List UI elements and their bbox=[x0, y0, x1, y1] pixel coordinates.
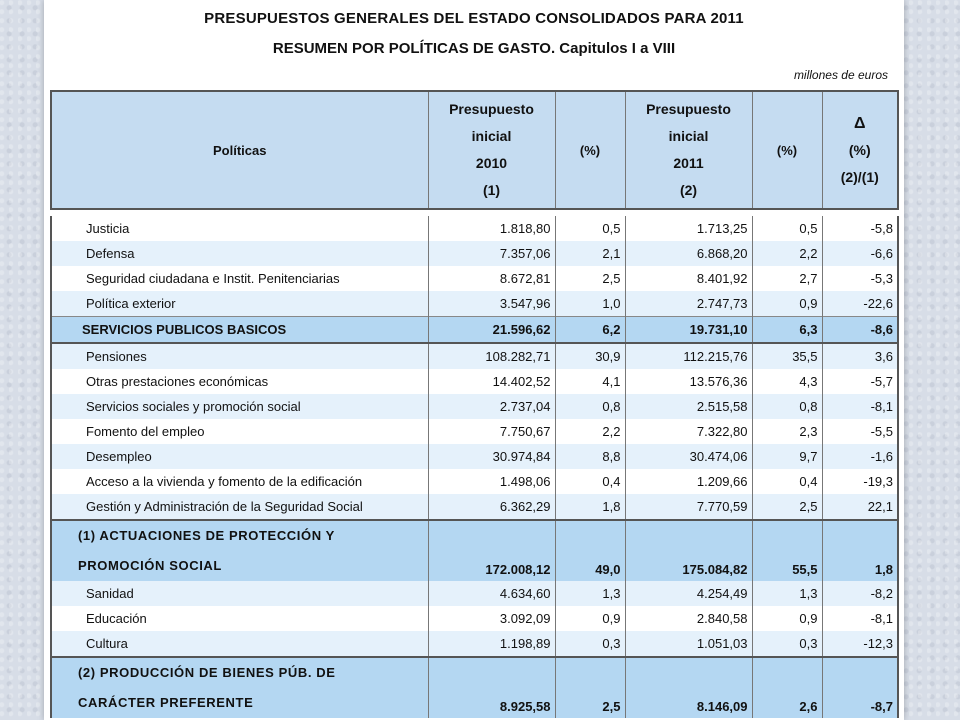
table-row bbox=[51, 419, 898, 444]
value-2010: 3.547,96 bbox=[428, 291, 555, 317]
unit-label: millones de euros bbox=[793, 68, 888, 82]
group-delta: 1,8 bbox=[822, 520, 898, 581]
group-pct-2010: 2,5 bbox=[555, 657, 625, 718]
delta-value: -5,7 bbox=[822, 369, 898, 394]
pct-2010: 30,9 bbox=[555, 343, 625, 369]
group-name-line1: (1) ACTUACIONES DE PROTECCIÓN Y bbox=[78, 528, 335, 543]
document-title: PRESUPUESTOS GENERALES DEL ESTADO CONSOLIDADOS PARA 2011 bbox=[204, 10, 744, 27]
value-2011: 1.209,66 bbox=[625, 469, 752, 494]
value-2011: 30.474,06 bbox=[625, 444, 752, 469]
row-name: Fomento del empleo bbox=[51, 419, 428, 444]
row-name: Política exterior bbox=[51, 291, 428, 317]
value-2010: 3.092,09 bbox=[428, 606, 555, 631]
pct-2010: 0,4 bbox=[555, 469, 625, 494]
pct-2011: 2,3 bbox=[752, 419, 822, 444]
pct-2011: 0,8 bbox=[752, 394, 822, 419]
pct-2011: 0,9 bbox=[752, 606, 822, 631]
header-2010-l2: inicial bbox=[471, 128, 512, 144]
table-row bbox=[51, 606, 898, 631]
value-2010: 30.974,84 bbox=[428, 444, 555, 469]
budget-table bbox=[50, 90, 899, 718]
table-row bbox=[51, 266, 898, 291]
table-row bbox=[51, 241, 898, 266]
table-header bbox=[51, 91, 898, 209]
header-2010-l4: (1) bbox=[482, 182, 501, 198]
table-row bbox=[51, 631, 898, 657]
value-2010: 2.737,04 bbox=[428, 394, 555, 419]
pct-2011: 2,7 bbox=[752, 266, 822, 291]
header-2011-l1: Presupuesto bbox=[646, 101, 731, 117]
header-pct-2010: (%) bbox=[555, 91, 625, 209]
header-delta bbox=[822, 91, 898, 209]
group-name bbox=[51, 520, 428, 581]
pct-2010: 2,1 bbox=[555, 241, 625, 266]
header-2011-l3: 2011 bbox=[673, 155, 704, 171]
pct-2011: 1,3 bbox=[752, 581, 822, 606]
pct-2010: 0,8 bbox=[555, 394, 625, 419]
total-delta: -8,6 bbox=[822, 317, 898, 344]
pct-2010: 8,8 bbox=[555, 444, 625, 469]
pct-2010: 0,3 bbox=[555, 631, 625, 657]
value-2011: 2.515,58 bbox=[625, 394, 752, 419]
group-2010: 172.008,12 bbox=[428, 520, 555, 581]
value-2010: 1.498,06 bbox=[428, 469, 555, 494]
row-name: Seguridad ciudadana e Instit. Penitenciarias bbox=[51, 266, 428, 291]
delta-value: -1,6 bbox=[822, 444, 898, 469]
value-2011: 1.051,03 bbox=[625, 631, 752, 657]
header-2010-l1: Presupuesto bbox=[449, 101, 534, 117]
group-2011: 8.146,09 bbox=[625, 657, 752, 718]
value-2011: 8.401,92 bbox=[625, 266, 752, 291]
total-pct-2011: 6,3 bbox=[752, 317, 822, 344]
group-pct-2010: 49,0 bbox=[555, 520, 625, 581]
pct-2011: 9,7 bbox=[752, 444, 822, 469]
total-name: SERVICIOS PUBLICOS BASICOS bbox=[51, 317, 428, 344]
header-2011-l4: (2) bbox=[679, 182, 698, 198]
group-2010: 8.925,58 bbox=[428, 657, 555, 718]
row-name: Cultura bbox=[51, 631, 428, 657]
pct-2010: 2,2 bbox=[555, 419, 625, 444]
pct-2011: 0,9 bbox=[752, 291, 822, 317]
row-name: Gestión y Administración de la Seguridad Social bbox=[51, 494, 428, 520]
pct-2011: 0,4 bbox=[752, 469, 822, 494]
delta-value: -8,1 bbox=[822, 394, 898, 419]
pct-2011: 0,5 bbox=[752, 216, 822, 241]
delta-value: -12,3 bbox=[822, 631, 898, 657]
group-name-line1: (2) PRODUCCIÓN DE BIENES PÚB. DE bbox=[78, 665, 336, 680]
row-name: Educación bbox=[51, 606, 428, 631]
spacer-row bbox=[51, 209, 898, 216]
delta-value: -19,3 bbox=[822, 469, 898, 494]
pct-2010: 0,5 bbox=[555, 216, 625, 241]
value-2010: 1.198,89 bbox=[428, 631, 555, 657]
delta-icon: Δ bbox=[854, 114, 866, 132]
delta-value: -6,6 bbox=[822, 241, 898, 266]
table-row bbox=[51, 394, 898, 419]
delta-value: -22,6 bbox=[822, 291, 898, 317]
group-name-line2: PROMOCIÓN SOCIAL bbox=[78, 558, 222, 573]
total-pct-2010: 6,2 bbox=[555, 317, 625, 344]
header-delta-l3: (2)/(1) bbox=[840, 168, 879, 185]
delta-value: 22,1 bbox=[822, 494, 898, 520]
pct-2011: 35,5 bbox=[752, 343, 822, 369]
total-2010: 21.596,62 bbox=[428, 317, 555, 344]
delta-value: -8,2 bbox=[822, 581, 898, 606]
table-row bbox=[51, 581, 898, 606]
row-name: Otras prestaciones económicas bbox=[51, 369, 428, 394]
group-name bbox=[51, 657, 428, 718]
row-name: Sanidad bbox=[51, 581, 428, 606]
total-2011: 19.731,10 bbox=[625, 317, 752, 344]
pct-2010: 4,1 bbox=[555, 369, 625, 394]
value-2011: 6.868,20 bbox=[625, 241, 752, 266]
value-2010: 4.634,60 bbox=[428, 581, 555, 606]
row-name: Pensiones bbox=[51, 343, 428, 369]
table-row bbox=[51, 444, 898, 469]
header-2011 bbox=[625, 91, 752, 209]
header-2011-l2: inicial bbox=[668, 128, 709, 144]
value-2011: 1.713,25 bbox=[625, 216, 752, 241]
delta-value: -8,1 bbox=[822, 606, 898, 631]
value-2010: 108.282,71 bbox=[428, 343, 555, 369]
pct-2011: 0,3 bbox=[752, 631, 822, 657]
value-2011: 7.322,80 bbox=[625, 419, 752, 444]
group-2011: 175.084,82 bbox=[625, 520, 752, 581]
value-2010: 7.357,06 bbox=[428, 241, 555, 266]
table-row bbox=[51, 343, 898, 369]
pct-2011: 4,3 bbox=[752, 369, 822, 394]
row-name: Defensa bbox=[51, 241, 428, 266]
row-name: Acceso a la vivienda y fomento de la edificación bbox=[51, 469, 428, 494]
value-2011: 2.747,73 bbox=[625, 291, 752, 317]
pct-2010: 0,9 bbox=[555, 606, 625, 631]
table-row bbox=[51, 469, 898, 494]
row-name: Servicios sociales y promoción social bbox=[51, 394, 428, 419]
group-pct-2011: 2,6 bbox=[752, 657, 822, 718]
group-delta: -8,7 bbox=[822, 657, 898, 718]
value-2010: 6.362,29 bbox=[428, 494, 555, 520]
total-row bbox=[51, 317, 898, 344]
table-row bbox=[51, 216, 898, 241]
header-pct-2011: (%) bbox=[752, 91, 822, 209]
value-2010: 1.818,80 bbox=[428, 216, 555, 241]
table-row bbox=[51, 291, 898, 317]
pct-2010: 2,5 bbox=[555, 266, 625, 291]
value-2011: 13.576,36 bbox=[625, 369, 752, 394]
document-subtitle: RESUMEN POR POLÍTICAS DE GASTO. Capitulos I a VIII bbox=[272, 40, 676, 57]
pct-2011: 2,5 bbox=[752, 494, 822, 520]
document-page bbox=[44, 0, 904, 720]
row-name: Desempleo bbox=[51, 444, 428, 469]
delta-value: -5,5 bbox=[822, 419, 898, 444]
value-2011: 2.840,58 bbox=[625, 606, 752, 631]
header-2010 bbox=[428, 91, 555, 209]
group-pct-2011: 55,5 bbox=[752, 520, 822, 581]
table-row bbox=[51, 494, 898, 520]
delta-value: 3,6 bbox=[822, 343, 898, 369]
group-row bbox=[51, 657, 898, 718]
value-2011: 7.770,59 bbox=[625, 494, 752, 520]
pct-2010: 1,8 bbox=[555, 494, 625, 520]
delta-value: -5,3 bbox=[822, 266, 898, 291]
group-name-line2: CARÁCTER PREFERENTE bbox=[78, 695, 254, 710]
value-2010: 14.402,52 bbox=[428, 369, 555, 394]
value-2011: 112.215,76 bbox=[625, 343, 752, 369]
pct-2010: 1,3 bbox=[555, 581, 625, 606]
pct-2011: 2,2 bbox=[752, 241, 822, 266]
row-name: Justicia bbox=[51, 216, 428, 241]
value-2010: 7.750,67 bbox=[428, 419, 555, 444]
value-2010: 8.672,81 bbox=[428, 266, 555, 291]
header-politicas: Políticas bbox=[51, 91, 428, 209]
header-delta-l2: (%) bbox=[848, 141, 871, 158]
delta-value: -5,8 bbox=[822, 216, 898, 241]
header-2010-l3: 2010 bbox=[475, 155, 508, 171]
pct-2010: 1,0 bbox=[555, 291, 625, 317]
value-2011: 4.254,49 bbox=[625, 581, 752, 606]
group-row bbox=[51, 520, 898, 581]
table-row bbox=[51, 369, 898, 394]
